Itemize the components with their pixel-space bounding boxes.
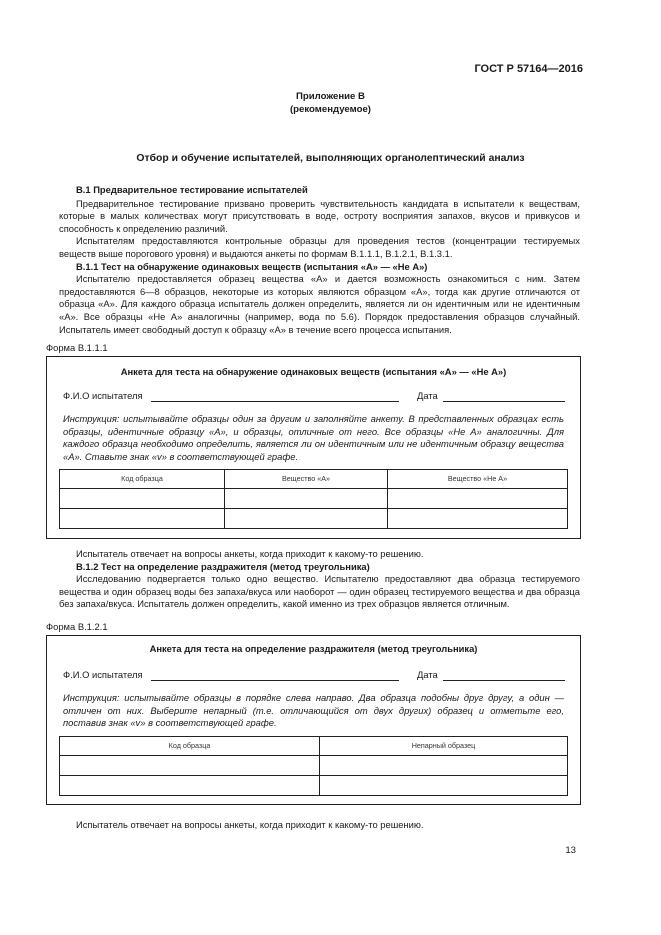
form1-name-label: Ф.И.О испытателя <box>63 390 143 401</box>
subsection-b12-para: Исследованию подвергается только одно вещество. Испытателю предоставляют два образца тестируемого вещества и один образец воды без запаха/вкуса или наоборот — один образец тестируемого вещества и два образца без запаха/вкуса. Испытатель должен определить, какой именно из трех образцов является отличным. <box>59 573 580 610</box>
form2-date-field[interactable] <box>443 680 565 681</box>
column-header: Код образца <box>60 470 225 489</box>
form1-table <box>59 469 568 529</box>
annex-heading <box>0 91 661 116</box>
table-cell[interactable] <box>225 489 388 509</box>
form2-table <box>59 736 568 796</box>
column-header: Непарный образец <box>320 737 568 756</box>
table-cell[interactable] <box>320 776 568 796</box>
form1-title: Анкета для теста на обнаружение одинаковых веществ (испытания «А» — «Не А») <box>120 366 507 377</box>
section-b1-para2: Испытателям предоставляются контрольные образцы для проведения тестов (концентрации тестируемых веществ выше порогового уровня) и выдаются анкеты по формам В.1.1.1, В.1.2.1, В.1.3.1. <box>59 235 580 259</box>
section-b1-heading: В.1 Предварительное тестирование испытателей <box>76 184 308 195</box>
column-header: Вещество «А» <box>225 470 388 489</box>
form2-label: Форма В.1.2.1 <box>46 621 108 632</box>
form2-box <box>46 635 581 805</box>
table-row <box>60 776 568 796</box>
form1-box <box>46 356 581 539</box>
table-row <box>60 489 568 509</box>
subsection-b11-heading: В.1.1 Тест на обнаружение одинаковых веществ (испытания «А» — «Не А») <box>76 260 428 272</box>
form2-date-label: Дата <box>417 669 438 680</box>
form1-name-field[interactable] <box>151 401 399 402</box>
main-title: Отбор и обучение испытателей, выполняющих органолептический анализ <box>136 153 525 164</box>
form1-fields <box>63 390 564 404</box>
standard-code: ГОСТ Р 57164—2016 <box>474 63 583 75</box>
table-cell[interactable] <box>320 756 568 776</box>
form2-followup: Испытатель отвечает на вопросы анкеты, когда приходит к какому-то решению. <box>76 819 424 830</box>
subsection-b11-para: Испытателю предоставляется образец вещества «А» и дается возможность ознакомиться с ним. Затем предоставляются 6—8 образцов, некоторые из которых являются образцом «А», тогда как другие отличаются от образца «А». Для каждого образца испытатель должен определить, является ли он идентичным или не идентичным «А». Все образцы «Не А» аналогичны (например, вода по 5.6). Порядок предоставления образцов случайный. Испытатель имеет свободный доступ к образцу «А» в течение всего процесса испытания. <box>59 273 580 335</box>
column-header: Вещество «Не А» <box>388 470 568 489</box>
section-b12 <box>59 548 580 611</box>
table-cell[interactable] <box>225 509 388 529</box>
table-row <box>60 509 568 529</box>
table-cell[interactable] <box>60 489 225 509</box>
form2-fields <box>63 669 564 683</box>
table-cell[interactable] <box>60 756 320 776</box>
table-cell[interactable] <box>388 509 568 529</box>
annex-title: Приложение В <box>296 91 365 102</box>
form1-followup: Испытатель отвечает на вопросы анкеты, когда приходит к какому-то решению. <box>76 548 424 559</box>
column-header: Код образца <box>60 737 320 756</box>
form1-label: Форма В.1.1.1 <box>46 342 108 353</box>
table-cell[interactable] <box>60 776 320 796</box>
form1-date-field[interactable] <box>443 401 565 402</box>
form2-name-label: Ф.И.О испытателя <box>63 669 143 680</box>
form2-title: Анкета для теста на определение раздражителя (метод треугольника) <box>149 643 478 654</box>
form2-instruction: Инструкция: испытывайте образцы в порядке слева направо. Два образца подобны друг другу, а один — отличен от них. Выберите непарный (т.е. отличающийся от двух других) образец и отметьте его, поставив знак «v» в соответствующей графе. <box>63 692 564 729</box>
section-b1-para1: Предварительное тестирование призвано проверить чувствительность кандидата в испытатели к веществам, которые в малых количествах могут присутствовать в воде, остроту восприятия запахов, вкусов и привкусов и способность к определению различий. <box>59 197 580 234</box>
section-b1 <box>59 184 580 336</box>
table-cell[interactable] <box>388 489 568 509</box>
page-number: 13 <box>565 845 576 856</box>
form1-date-label: Дата <box>417 390 438 401</box>
annex-status: (рекомендуемое) <box>289 103 371 115</box>
section-after-form2 <box>59 819 580 832</box>
subsection-b12-heading: В.1.2 Тест на определение раздражителя (метод треугольника) <box>76 560 370 572</box>
table-cell[interactable] <box>60 509 225 529</box>
form1-instruction: Инструкция: испытывайте образцы один за другим и заполняйте анкету. В представленных образцах есть образцы, идентичные образцу «А», и образцы, отличные от него. Все образцы «Не А» аналогичны. Для каждого образца необходимо определить, является ли он идентичным или не идентичным образцу вещества «А». Ставьте знак «v» в соответствующей графе. <box>63 413 564 462</box>
table-header-row <box>60 470 568 489</box>
form2-name-field[interactable] <box>151 680 399 681</box>
table-header-row <box>60 737 568 756</box>
table-row <box>60 756 568 776</box>
